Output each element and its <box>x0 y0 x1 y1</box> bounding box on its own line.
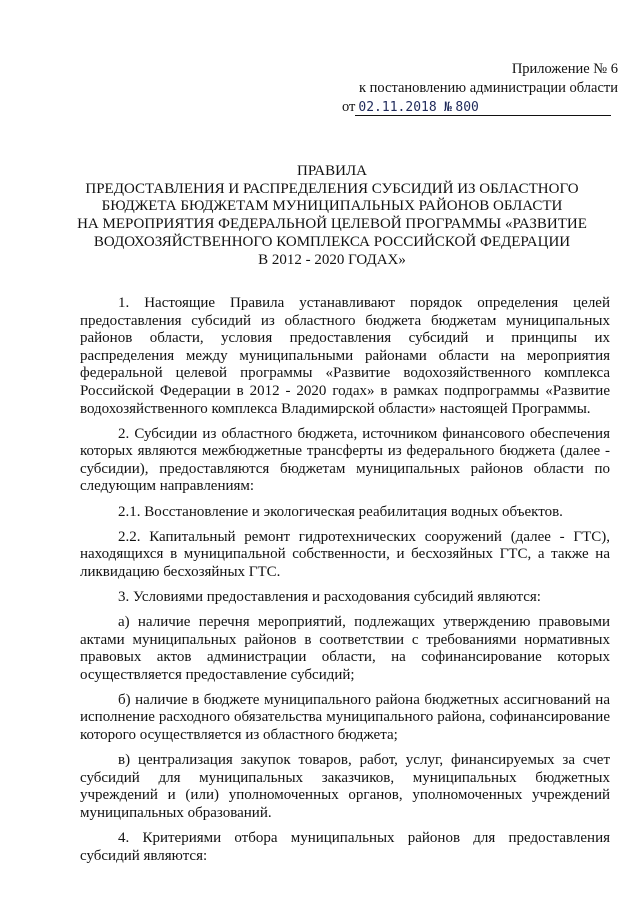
number-sign: № <box>443 100 452 115</box>
paragraph-2-1: 2.1. Восстановление и экологическая реабилитация водных объектов. <box>118 503 563 520</box>
document-body <box>80 295 610 865</box>
title-line: ВОДОХОЗЯЙСТВЕННОГО КОМПЛЕКСА РОССИЙСКОЙ ФЕДЕРАЦИИ <box>93 233 571 250</box>
title-line: НА МЕРОПРИЯТИЯ ФЕДЕРАЛЬНОЙ ЦЕЛЕВОЙ ПРОГРАММЫ «РАЗВИТИЕ <box>77 216 587 233</box>
resolution-number: 800 <box>455 100 479 115</box>
date-prefix: от <box>342 99 356 115</box>
paragraph-2: 2. Субсидии из областного бюджета, источником финансового обеспечения которых являются межбюджетные трансферты из федерального бюджета (далее - субсидии), предоставляются бюджетам муниципальных районов области по следующим направлениям: <box>80 425 610 495</box>
paragraph-3-b: б) наличие в бюджете муниципального района бюджетных ассигнований на исполнение расходного обязательства муниципального района, софинансирование которого осуществляется из областного бюджета; <box>80 691 610 744</box>
document-title <box>72 163 592 269</box>
resolution-reference: к постановлению администрации области <box>358 80 618 96</box>
paragraph-3-v: в) централизация закупок товаров, работ, услуг, финансируемых за счет субсидий для муниципальных заказчиков, муниципальных бюджетных учреждений и (или) уполномоченных органов, уполномоченных учреждений муниципальных образований. <box>80 752 610 821</box>
paragraph-3-a: а) наличие перечня мероприятий, подлежащих утверждению правовыми актами муниципальных районов в соответствии с требованиями нормативных правовых актов администрации области, на софинансирование которых осуществляется предоставление субсидий; <box>80 614 610 683</box>
paragraph-1: 1. Настоящие Правила устанавливают порядок определения целей предоставления субсидий из областного бюджета бюджетам муниципальных районов области, условия предоставления субсидий и принципы их распределения между муниципальными районами области на мероприятия федеральной целевой программы «Развитие водохозяйственного комплекса Российской Федерации в 2012 - 2020 годах» в рамках подпрограммы «Развитие водохозяйственного комплекса Владимирской области» настоящей Программы. <box>80 295 610 417</box>
paragraph-2-2: 2.2. Капитальный ремонт гидротехнических сооружений (далее - ГТС), находящихся в муниципальной собственности, и бесхозяйных ГТС, а также на ликвидацию бесхозяйных ГТС. <box>80 528 610 580</box>
resolution-date-number <box>338 98 618 117</box>
appendix-label: Приложение № 6 <box>511 61 618 77</box>
resolution-date: 02.11.2018 <box>358 100 437 115</box>
date-number-field <box>355 100 611 116</box>
title-line: В 2012 - 2020 ГОДАХ» <box>258 251 406 268</box>
title-line: ПРЕДОСТАВЛЕНИЯ И РАСПРЕДЕЛЕНИЯ СУБСИДИЙ ИЗ ОБЛАСТНОГО <box>85 180 579 197</box>
paragraph-3: 3. Условиями предоставления и расходования субсидий являются: <box>118 588 541 605</box>
paragraph-4: 4. Критериями отбора муниципальных районов для предоставления субсидий являются: <box>80 830 610 864</box>
title-line: БЮДЖЕТА БЮДЖЕТАМ МУНИЦИПАЛЬНЫХ РАЙОНОВ ОБЛАСТИ <box>101 198 563 215</box>
title-line: ПРАВИЛА <box>297 163 367 179</box>
appendix-header <box>338 60 618 117</box>
